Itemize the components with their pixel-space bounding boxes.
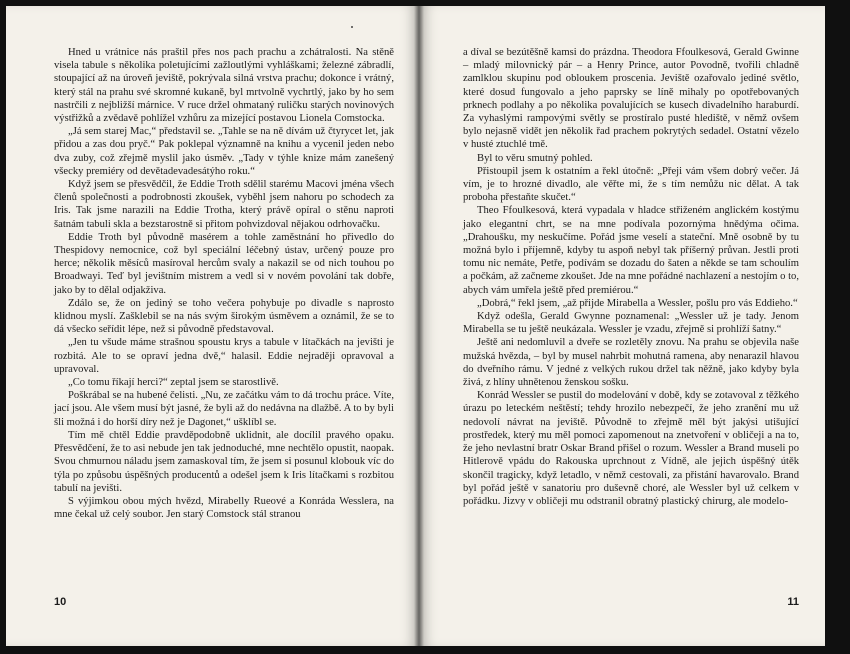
- paragraph: S výjimkou obou mých hvězd, Mirabelly Rueové a Konráda Wesslera, na mne čekal už celý soubor. Jen starý Comstock stál stranou: [54, 495, 394, 521]
- paragraph: Konrád Wessler se pustil do modelování v době, kdy se zotavoval z těžkého úrazu po leteckém neštěstí; tehdy hrozilo nebezpečí, že jeho zranění mu už nedovolí návrat na jeviště. Původně to zřejmě měl být jakýsi utišující prostředek, který mu měl pomoci zapomenout na znetvoření v obličeji a na to, že jeho nevlastní bratr Oskar Brand přišel o rozum. Wessler a Brand museli po Hitlerově vpádu do Rakouska uprchnout z Vídně, ale jejich úspěšný útěk skončil tragicky, když letadlo, v němž cestovali, za přistání havarovalo. Brand byl pořád ještě v sanatoriu pro duševně choré, ale Wessler byl už celkem v pořádku. Jizvy v obličeji mu odstranil obratný plastický chirurg, ale modelo-: [463, 390, 799, 507]
- paragraph: Poškrábal se na hubené čelisti. „Nu, ze začátku vám to dá trochu práce. Víte, jací jsou. Ale všem musí být jasné, že byli až do nedávna na dlažbě. A to by byli šli možná i do horší díry než je Dagonet,“ ušklíbl se.: [54, 390, 394, 428]
- paragraph: „Dobrá,“ řekl jsem, „až přijde Mirabella a Wessler, pošlu pro vás Eddieho.“: [477, 297, 798, 309]
- paragraph: „Co tomu říkají herci?“ zeptal jsem se starostlivě.: [68, 377, 279, 389]
- paragraph: Ještě ani nedomluvil a dveře se rozletěly znovu. Na prahu se objevila naše mužská hvězda, – byl by musel nahrbit mohutná ramena, aby nenarazil hlavou do dveřního rámu. V jedné z velkých rukou držel tak něžně, jako kdyby byla živá, z hlíny uhnětenou ženskou sošku.: [463, 337, 799, 389]
- paragraph: Hned u vrátnice nás praštil přes nos pach prachu a zchátralosti. Na stěně visela tabule s několika poletujícími zažloutlými vyhláškami; železné zábradlí, stoupající až na úroveň jeviště, pokrývala silná vrstva prachu; dokonce i vrátný, který stál na prahu své skromné kukaně, byl mrtvolně vychrtlý, jako by ho sem nastrčili z nejbližší márnice. V ruce držel ohmataný ruličku starých novinových výstřižků a zvědavě pohlížel vzhůru za mizející postavou Lionela Comstocka.: [54, 47, 394, 125]
- paragraph: „Já sem starej Mac,“ představil se. „Tahle se na ně dívám už čtyrycet let, jak přidou a zas dou pryč.“ Pak poklepal významně na knihu a vycenil jeden nebo dva zuby, což zřejmě myslil jako úsměv. „Tady v týhle knize mám zanešený všecky premiéry od devětadevadesátýho roku.“: [54, 126, 394, 177]
- page-number: 11: [787, 596, 799, 608]
- right-page-text: [463, 46, 799, 508]
- book-gutter: [414, 6, 424, 646]
- paragraph: Eddie Troth byl původně masérem a tohle zaměstnání ho přivedlo do Thespidovy nemocnice, což byl speciální léčebný ústav, určený pouze pro herce; několik měsíců masíroval hercům svaly a nakazil se od nich touhou po Broadwayi. Teď byl jevištním mistrem a vedl si v novém povolání tak dobře, jako by to dělal odjakživa.: [54, 231, 394, 296]
- left-page: [6, 6, 419, 646]
- paragraph: Přistoupil jsem k ostatním a řekl útočně: „Přeji vám všem dobrý večer. Já vím, je to hrozné divadlo, ale věřte mi, že s tím nemůžu nic dělat. A tak proboha přestaňte skučet.“: [463, 165, 799, 204]
- paragraph: Tím mě chtěl Eddie pravděpodobně uklidnit, ale docílil pravého opaku. Přesvědčení, že to asi nebude jen tak jednoduché, mne nechtělo opustit, naopak. Svou chmurnou náladu jsem zamaskoval tím, že jsem si posunul klobouk víc do týla po způsobu úspěšných producentů a odešel jsem k Iris lítačkami s rozbitou tabulí na jevišti.: [54, 429, 394, 494]
- paragraph: Když odešla, Gerald Gwynne poznamenal: „Wessler už je tady. Jenom Mirabella se tu ještě neukázala. Wessler je vzadu, zřejmě si prohlíží šatny.“: [463, 311, 799, 336]
- page-number: 10: [54, 596, 67, 608]
- print-speck: [351, 26, 353, 28]
- paragraph: Zdálo se, že on jediný se toho večera pohybuje po divadle s naprosto klidnou myslí. Zašklebil se na nás svým širokým úsměvem a oznámil, že se to dá všecko seřídit lépe, než si původně představoval.: [54, 297, 394, 336]
- paragraph: a díval se bezútěšně kamsi do prázdna. Theodora Ffoulkesová, Gerald Gwinne – mladý milovnický pár – a Henry Prince, autor Povodně, tvořili chladně zamlklou skupinu pod obloukem proscenia. Jeviště ozařovalo jediné světlo, které dosud fungovalo a jeho paprsky se líně mihaly po opotřebovaných prknech podlahy a po několika povalujících se kusech divadelního haraburdí. Za vyhaslými rampovými světly se prostíralo pusté hlediště, v němž ovšem bylo nejasně vidět jen několik řad prachem pokrytých sedadel. Ostatní vězelo v husté ztuchlé tmě.: [463, 47, 799, 151]
- left-page-text: [54, 46, 394, 521]
- paragraph: Theo Ffoulkesová, která vypadala v hladce střiženém anglickém kostýmu jako elegantní chrt, se na mne podívala pozornýma hnědýma očima. „Drahoušku, my neskučíme. Pořád jsme veselí a stateční. Mně osobně by tu možná bylo i příjemně, kdyby tu aspoň nebyl tak příšerný průvan. Jestli proti tomu nic nemáte, Petře, podívám se dozadu do šaten a někde se tam schoulím a počkám, až začneme zkoušet. Jde na mne pořádné nachlazení a nestojím o to, abych vám umřela ještě před premiérou.“: [463, 205, 799, 296]
- paragraph: Když jsem se přesvědčil, že Eddie Troth sdělil starému Macovi jména všech členů společnosti a podrobnosti zkoušek, vyběhl jsem nahoru po schodech za Iris. Tak jsme narazili na Eddie Trotha, který právě opíral o stěnu naproti šatnám tabuli skla a bezstarostně si přitom pohvizdoval nějakou odrhovačku.: [54, 179, 394, 230]
- paragraph: Byl to věru smutný pohled.: [477, 152, 593, 164]
- right-page: [419, 6, 825, 646]
- paragraph: „Jen tu všude máme strašnou spoustu krys a tabule v lítačkách na jevišti je rozbitá. Ale to se opraví jedna dvě,“ halasil. Eddie nejraději opravoval a upravoval.: [54, 337, 394, 375]
